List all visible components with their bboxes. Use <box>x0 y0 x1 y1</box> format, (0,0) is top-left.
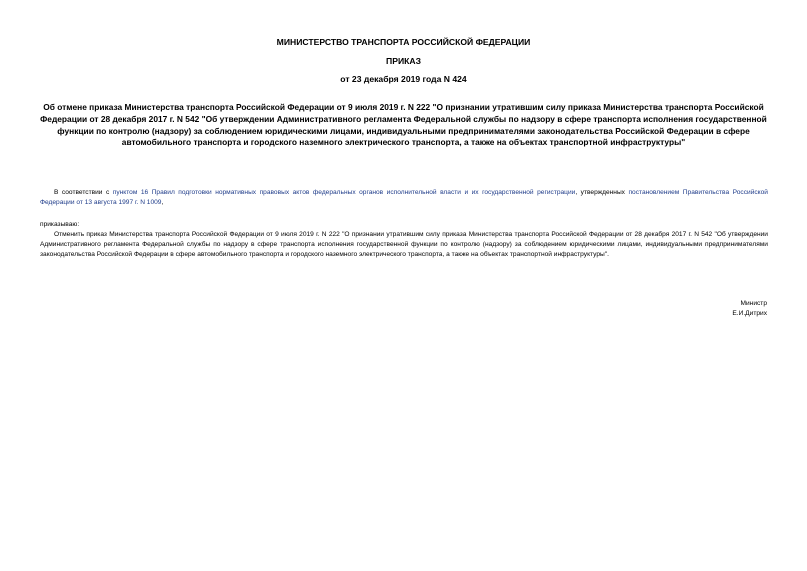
document-date: от 23 декабря 2019 года N 424 <box>340 74 467 84</box>
order-word: приказываю: <box>40 221 80 228</box>
signatory-position: Министр <box>740 300 767 307</box>
basis-paragraph <box>40 188 768 208</box>
resolution-link[interactable]: постановлением Правительства Российской Федерации от 13 августа 1997 г. N 1009 <box>40 189 768 206</box>
basis-middle: , утвержденных <box>575 189 629 196</box>
document-title: Об отмене приказа Министерства транспорта Российской Федерации от 9 июля 2019 г. N 222 "О признании утратившим силу приказа Министерства транспорта Российской Федерации от 28 декабря 2017 г. N 542 "Об утверждении Административного регламента Федеральной службы по надзору в сфере транспорта исполнения государственной функции по контролю (надзору) за соблюдением юридическими лицами, индивидуальными предпринимателями законодательства Российской Федерации в сфере автомобильного транспорта и городского наземного электрического транспорта, а также на объектах транспортной инфраструктуры" <box>40 102 767 148</box>
order-paragraph: Отменить приказ Министерства транспорта Российской Федерации от 9 июля 2019 г. N 222 "О признании утратившим силу приказа Министерства транспорта Российской Федерации от 28 декабря 2017 г. N 542 "Об утверждении Административного регламента Федеральной службы по надзору в сфере транспорта исполнения государственной функции по контролю (надзору) за соблюдением юридическими лицами, индивидуальными предпринимателями законодательства Российской Федерации в сфере автомобильного транспорта и городского наземного электрического транспорта, а также на объектах транспортной инфраструктуры". <box>40 231 768 258</box>
document-type: ПРИКАЗ <box>386 56 421 66</box>
signatory-name: Е.И.Дитрих <box>732 310 767 317</box>
basis-prefix: В соответствии с <box>54 189 113 196</box>
rules-link[interactable]: пунктом 16 Правил подготовки нормативных правовых актов федеральных органов исполнительной власти и их государственной регистрации <box>112 189 576 196</box>
basis-suffix: , <box>161 199 164 206</box>
ministry-heading: МИНИСТЕРСТВО ТРАНСПОРТА РОССИЙСКОЙ ФЕДЕРАЦИИ <box>276 37 531 47</box>
